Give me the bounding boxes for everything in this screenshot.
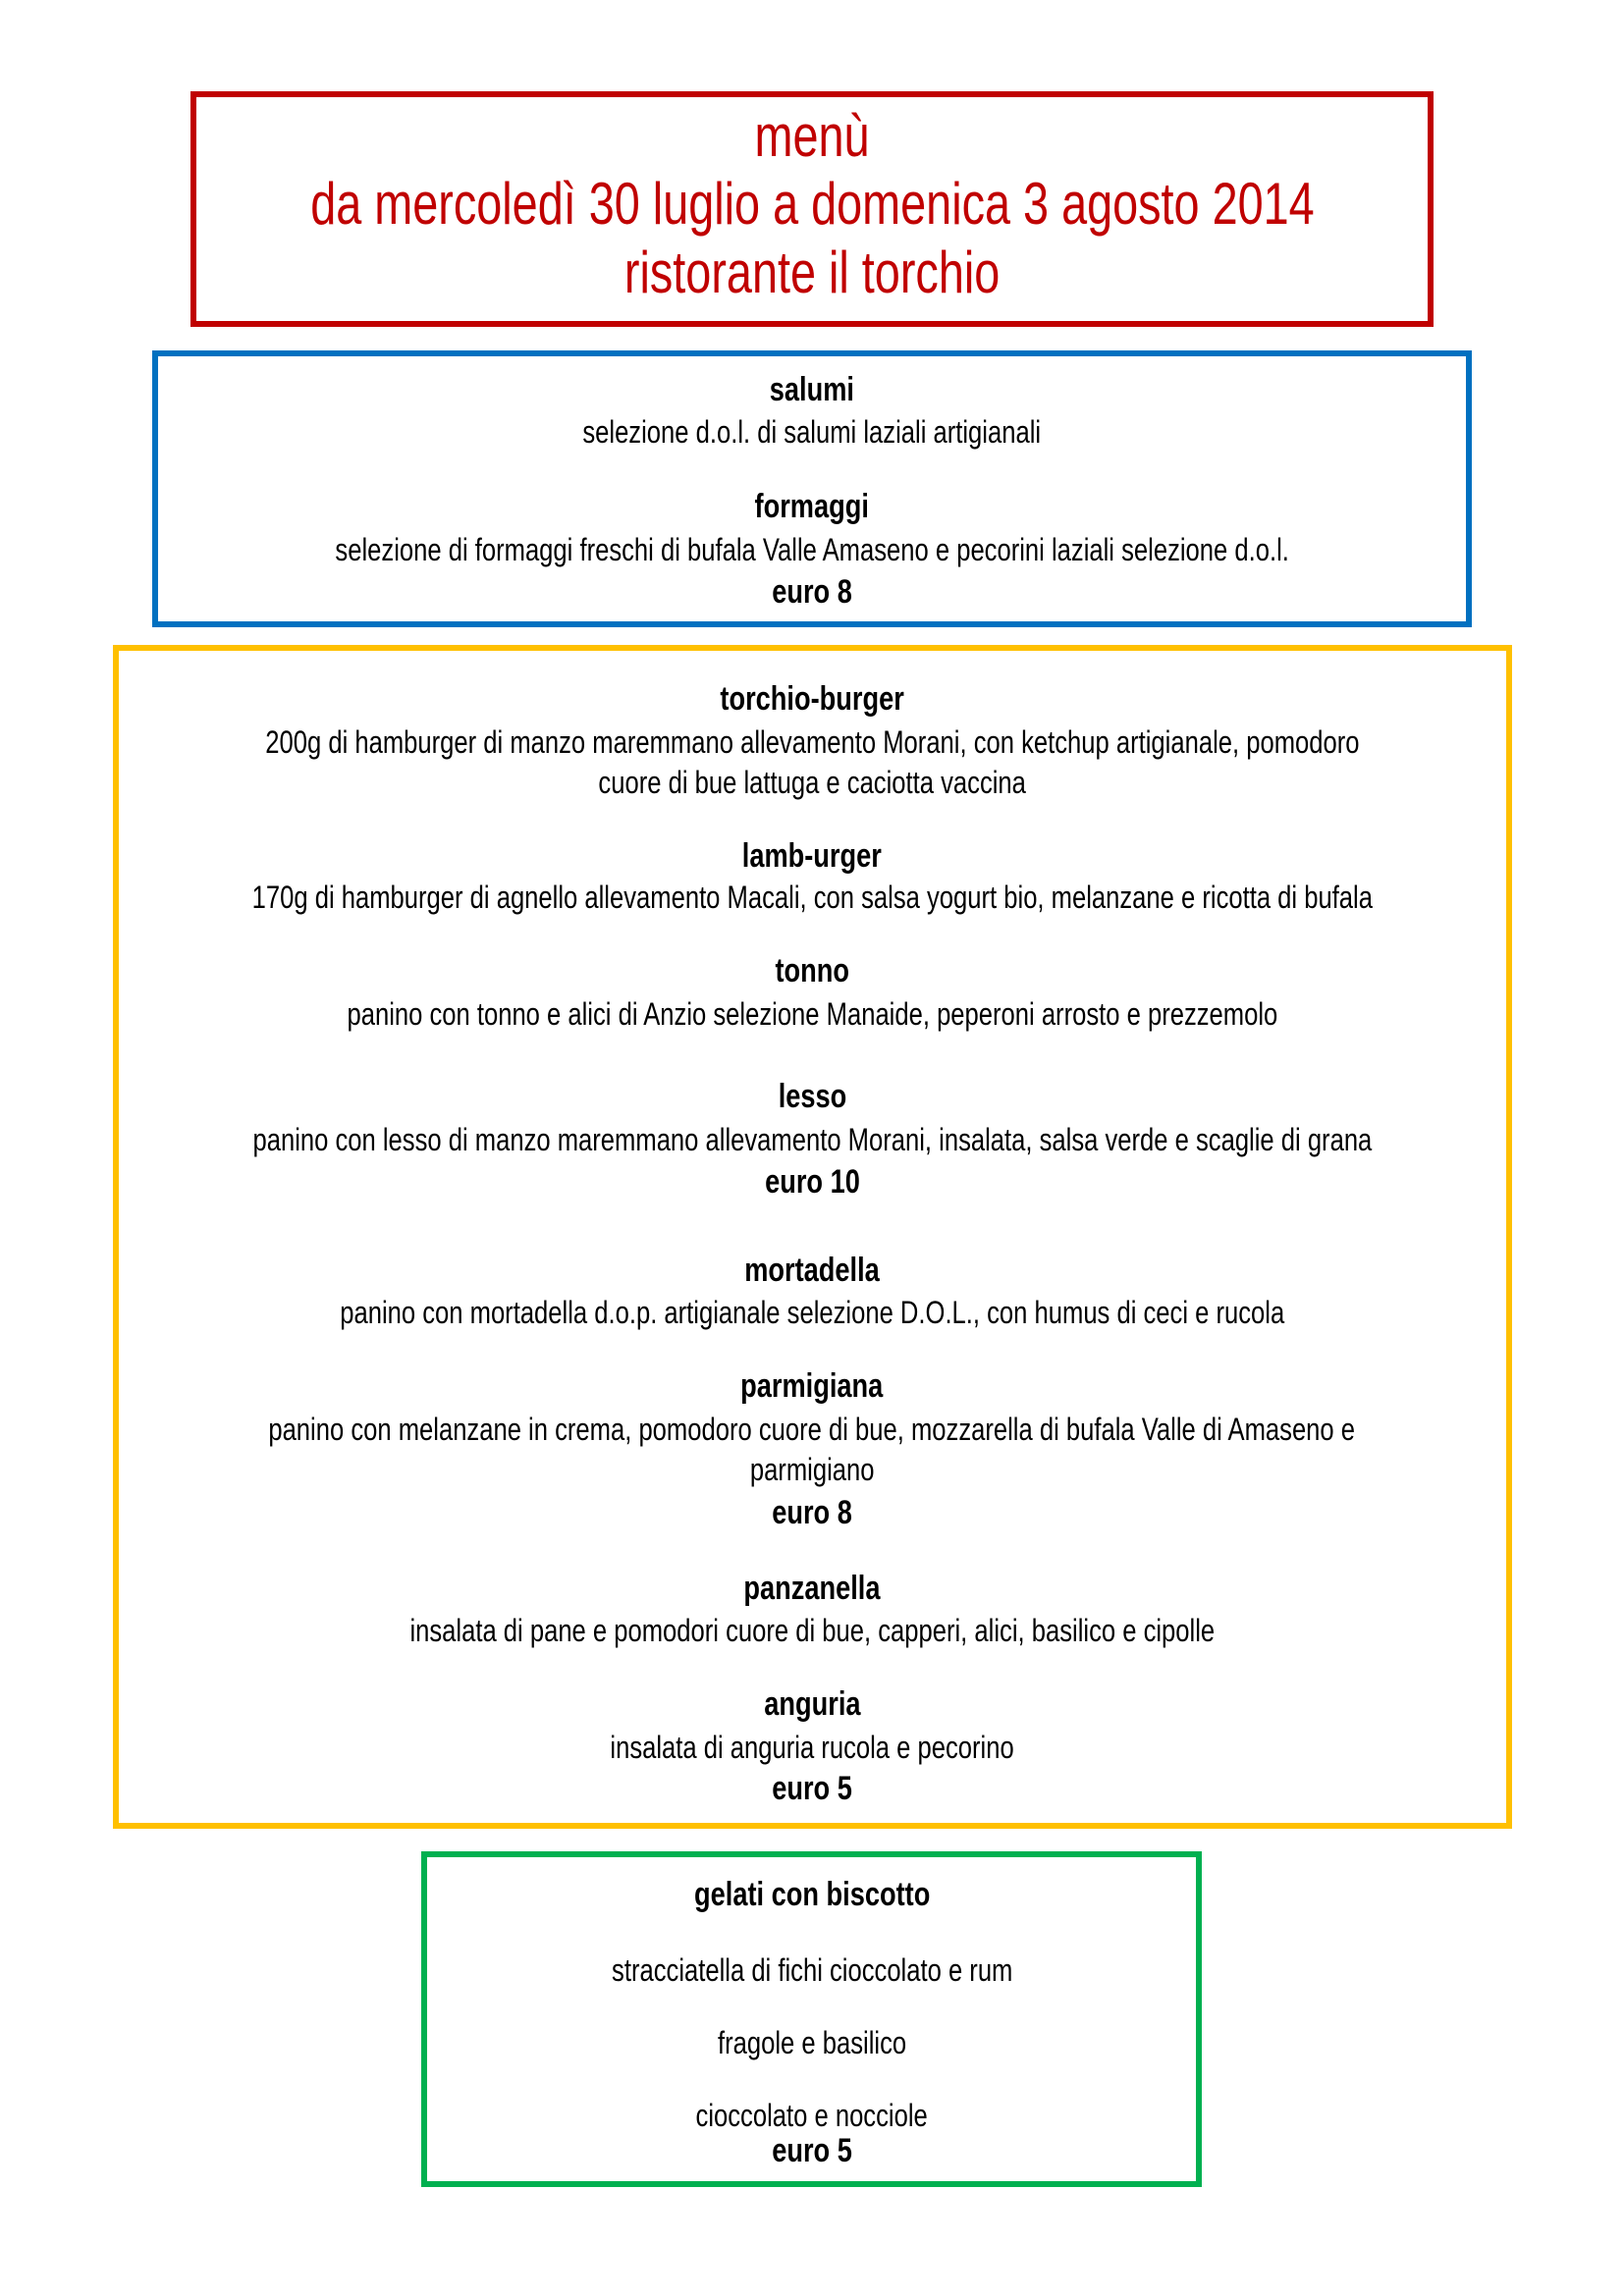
- item-description-text: 200g di hamburger di manzo maremmano allevamento Morani, con ketchup artigianale, pomodoro: [264, 724, 1360, 760]
- menu-dates-text: da mercoledì 30 luglio a domenica 3 agosto 2014: [309, 171, 1315, 237]
- item-name-panzanella: [0, 1569, 1624, 1608]
- item-description-lesso: [0, 1120, 1624, 1159]
- price-text: euro 10: [764, 1163, 860, 1201]
- item-name-text: anguria: [763, 1685, 861, 1723]
- item-name-salumi: [0, 370, 1624, 409]
- item-description-lamb-urger: [0, 878, 1624, 917]
- item-description-text: cuore di bue lattuga e caciotta vaccina: [598, 765, 1026, 800]
- item-description-torchio-burger-1: [0, 722, 1624, 762]
- item-description-text: insalata di anguria rucola e pecorino: [610, 1730, 1014, 1765]
- item-description-text: panino con lesso di manzo maremmano allevamento Morani, insalata, salsa verde e scaglie di grana: [252, 1122, 1372, 1157]
- item-name-text: parmigiana: [740, 1367, 884, 1405]
- item-name-tonno: [0, 951, 1624, 990]
- item-description-parmigiana-2: [0, 1450, 1624, 1489]
- dessert-flavor-text: cioccolato e nocciole: [695, 2098, 929, 2133]
- item-name-anguria: [0, 1684, 1624, 1724]
- item-name-text: panzanella: [743, 1570, 881, 1607]
- item-name-text: torchio-burger: [720, 680, 904, 718]
- price-text: euro 5: [772, 2132, 852, 2169]
- price-text: euro 8: [772, 573, 852, 611]
- price-dolci: [0, 2131, 1624, 2170]
- item-description-text: selezione d.o.l. di salumi laziali artigianali: [582, 414, 1042, 450]
- dessert-flavor-text: stracciatella di fichi cioccolato e rum: [611, 1952, 1013, 1988]
- item-description-text: panino con mortadella d.o.p. artigianale selezione D.O.L., con humus di ceci e rucola: [340, 1295, 1284, 1330]
- item-description-text: parmigiano: [749, 1452, 875, 1487]
- price-text: euro 8: [772, 1494, 852, 1531]
- price-antipasti: [0, 572, 1624, 612]
- restaurant-name: [0, 239, 1624, 307]
- item-name-text: formaggi: [754, 488, 870, 525]
- item-name-formaggi: [0, 487, 1624, 526]
- price-group-1: [0, 1162, 1624, 1201]
- item-description-tonno: [0, 994, 1624, 1034]
- item-name-mortadella: [0, 1251, 1624, 1290]
- menu-title-text: menù: [754, 103, 870, 169]
- restaurant-name-text: ristorante il torchio: [623, 240, 1001, 305]
- price-group-3: [0, 1769, 1624, 1808]
- item-name-torchio-burger: [0, 679, 1624, 719]
- dessert-flavor-3: [0, 2096, 1624, 2135]
- item-name-lesso: [0, 1077, 1624, 1116]
- item-description-text: 170g di hamburger di agnello allevamento Macali, con salsa yogurt bio, melanzane e ricotta di bufala: [251, 880, 1373, 915]
- item-description-mortadella: [0, 1293, 1624, 1332]
- menu-dates: [0, 170, 1624, 239]
- item-name-parmigiana: [0, 1366, 1624, 1406]
- dessert-flavor-2: [0, 2023, 1624, 2062]
- item-name-text: mortadella: [744, 1252, 880, 1289]
- item-description-formaggi: [0, 530, 1624, 569]
- price-text: euro 5: [772, 1770, 852, 1807]
- item-description-text: selezione di formaggi freschi di bufala Valle Amaseno e pecorini laziali selezione d.o.l.: [335, 532, 1289, 567]
- item-name-text: tonno: [775, 952, 849, 989]
- dessert-flavor-text: fragole e basilico: [717, 2025, 907, 2060]
- item-name-lamb-urger: [0, 836, 1624, 876]
- item-description-anguria: [0, 1728, 1624, 1767]
- item-name-text: salumi: [769, 371, 855, 408]
- dessert-flavor-1: [0, 1950, 1624, 1990]
- item-description-torchio-burger-2: [0, 763, 1624, 802]
- item-description-parmigiana-1: [0, 1410, 1624, 1449]
- panini-box: [113, 645, 1512, 1829]
- item-name-text: lesso: [778, 1078, 846, 1115]
- price-group-2: [0, 1493, 1624, 1532]
- item-name-text: lamb-urger: [741, 837, 883, 875]
- dessert-title: [0, 1875, 1624, 1914]
- item-description-salumi: [0, 412, 1624, 452]
- item-description-panzanella: [0, 1611, 1624, 1650]
- item-description-text: panino con tonno e alici di Anzio selezione Manaide, peperoni arrosto e prezzemolo: [347, 996, 1277, 1032]
- menu-title: [0, 102, 1624, 171]
- dessert-title-text: gelati con biscotto: [693, 1876, 931, 1913]
- item-description-text: panino con melanzane in crema, pomodoro cuore di bue, mozzarella di bufala Valle di Amaseno e: [268, 1412, 1356, 1447]
- item-description-text: insalata di pane e pomodori cuore di bue, capperi, alici, basilico e cipolle: [409, 1613, 1215, 1648]
